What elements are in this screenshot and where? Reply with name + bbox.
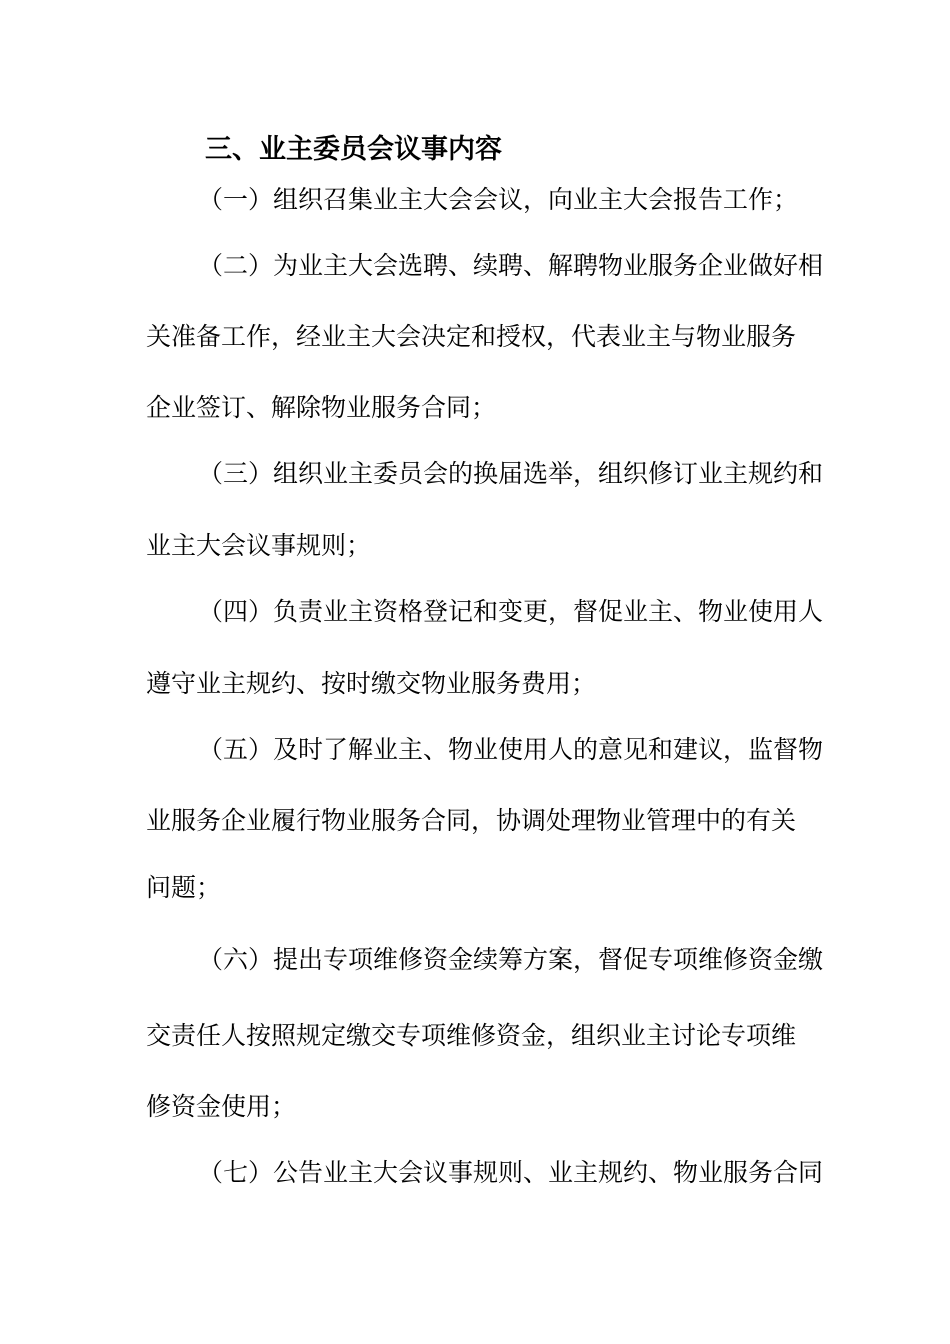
paragraph-5-line-1: （五）及时了解业主、物业使用人的意见和建议，监督物: [198, 735, 824, 764]
paragraph-2-line-3: 企业签订、解除物业服务合同；: [146, 393, 497, 422]
paragraph-3-line-2: 业主大会议事规则；: [146, 531, 372, 560]
paragraph-7-line-1: （七）公告业主大会议事规则、业主规约、物业服务合同: [198, 1158, 824, 1187]
paragraph-1-line-1: （一）组织召集业主大会会议，向业主大会报告工作；: [198, 185, 799, 214]
paragraph-2-line-1: （二）为业主大会选聘、续聘、解聘物业服务企业做好相: [198, 251, 824, 280]
paragraph-6-line-1: （六）提出专项维修资金续筹方案，督促专项维修资金缴: [198, 945, 824, 974]
paragraph-4-line-2: 遵守业主规约、按时缴交物业服务费用；: [146, 669, 597, 698]
paragraph-6-line-3: 修资金使用；: [146, 1092, 297, 1121]
paragraph-6-line-2: 交责任人按照规定缴交专项维修资金，组织业主讨论专项维: [146, 1021, 797, 1050]
paragraph-5-line-2: 业服务企业履行物业服务合同，协调处理物业管理中的有关: [146, 806, 797, 835]
paragraph-3-line-1: （三）组织业主委员会的换届选举，组织修订业主规约和: [198, 459, 824, 488]
section-heading: 三、业主委员会议事内容: [205, 134, 502, 165]
paragraph-4-line-1: （四）负责业主资格登记和变更，督促业主、物业使用人: [198, 597, 824, 626]
paragraph-5-line-3: 问题；: [146, 873, 222, 902]
paragraph-2-line-2: 关准备工作，经业主大会决定和授权，代表业主与物业服务: [146, 322, 797, 351]
